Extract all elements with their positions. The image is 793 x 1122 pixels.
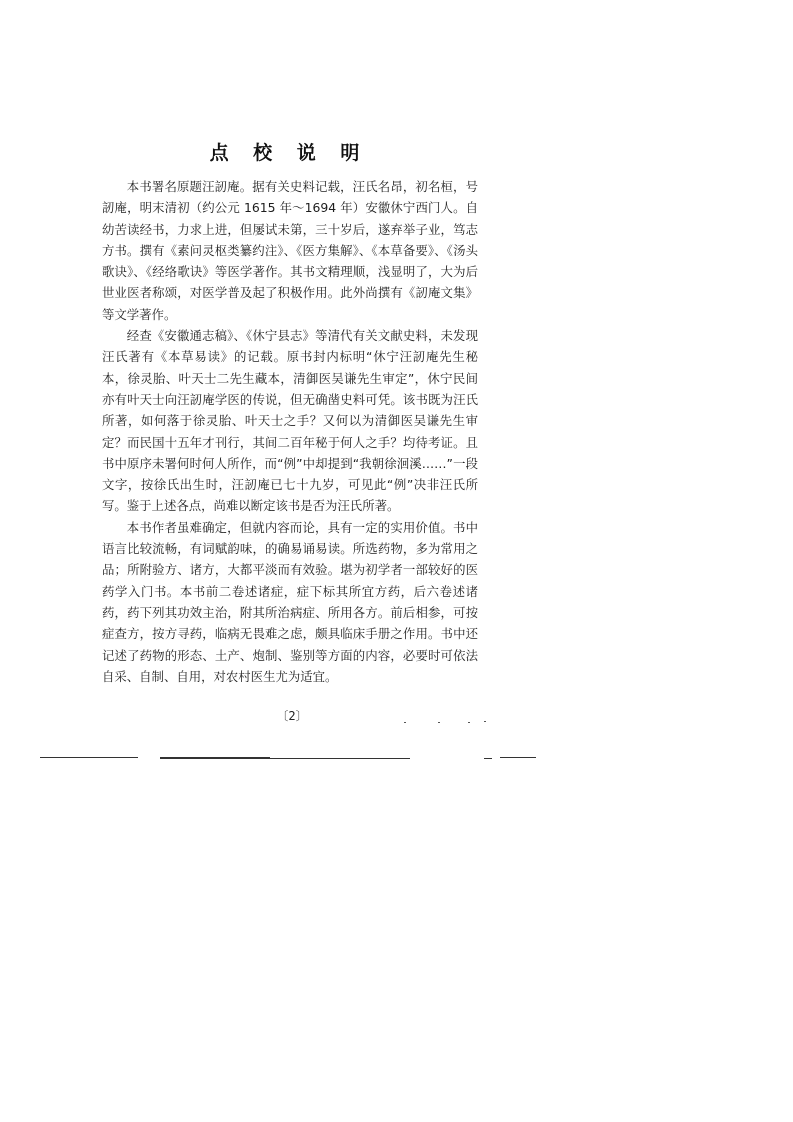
body-text (102, 176, 478, 687)
page-title: 点 校 说 明 (209, 142, 369, 164)
scan-dot (404, 722, 406, 723)
scan-line (484, 758, 492, 759)
scan-dot (484, 721, 486, 722)
scan-line (500, 757, 536, 758)
paragraph-1: 本书署名原题汪訒庵。据有关史料记载，汪氏名昂，初名桓，号訒庵，明末清初（约公元 1615 年～1694 年）安徽休宁西门人。自幼苦读经书，力求上进，但屡试未第，三十岁后，遂弃举子业，笃志方书。撰有《素问灵枢类纂约注》、《医方集解》、《本草备要》、《汤头歌诀》、《经络歌诀》等医学著作。其书文精理顺，浅显明了，大为后世业医者称颂，对医学普及起了积极作用。此外尚撰有《訒庵文集》等文学著作。 (102, 179, 478, 322)
scan-dot (438, 722, 440, 723)
scan-line (270, 758, 410, 759)
paragraph-3: 本书作者虽难确定，但就内容而论，具有一定的实用价值。书中语言比较流畅，有词赋韵味，的确易诵易读。所选药物，多为常用之品；所附验方、诸方，大都平淡而有效验。堪为初学者一部较好的医药学入门书。本书前二卷述诸症，症下标其所宜方药，后六卷述诸药，药下列其功效主治，附其所治病症、所用各方。前后相参，可按症查方，按方寻药，临病无畏难之虑，颇具临床手册之作用。书中还记述了药物的形态、土产、炮制、鉴别等方面的内容，必要时可依法自采、自制、自用，对农村医生尤为适宜。 (102, 519, 478, 684)
paragraph-2: 经查《安徽通志稿》、《休宁县志》等清代有关文献史料，未发现汪氏著有《本草易读》的记载。原书封内标明“休宁汪訒庵先生秘本，徐灵胎、叶天士二先生藏本，清御医吴谦先生审定”，休宁民间亦有叶天士向汪訒庵学医的传说，但无确凿史料可凭。该书既为汪氏所著，如何落于徐灵胎、叶天士之手？又何以为清御医吴谦先生审定？而民国十五年才刊行，其间二百年秘于何人之手？均待考证。且书中原序未署何时何人所作，而“例”中却提到“我朝徐洄溪……”一段文字，按徐氏出生时，汪訒庵已七十九岁，可见此“例”决非汪氏所写。鉴于上述各点，尚难以断定该书是否为汪氏所著。 (102, 328, 478, 514)
scan-line (40, 757, 138, 758)
scan-dot (468, 722, 470, 723)
page-number: 〔2〕 (276, 709, 308, 723)
scan-line (160, 757, 270, 759)
